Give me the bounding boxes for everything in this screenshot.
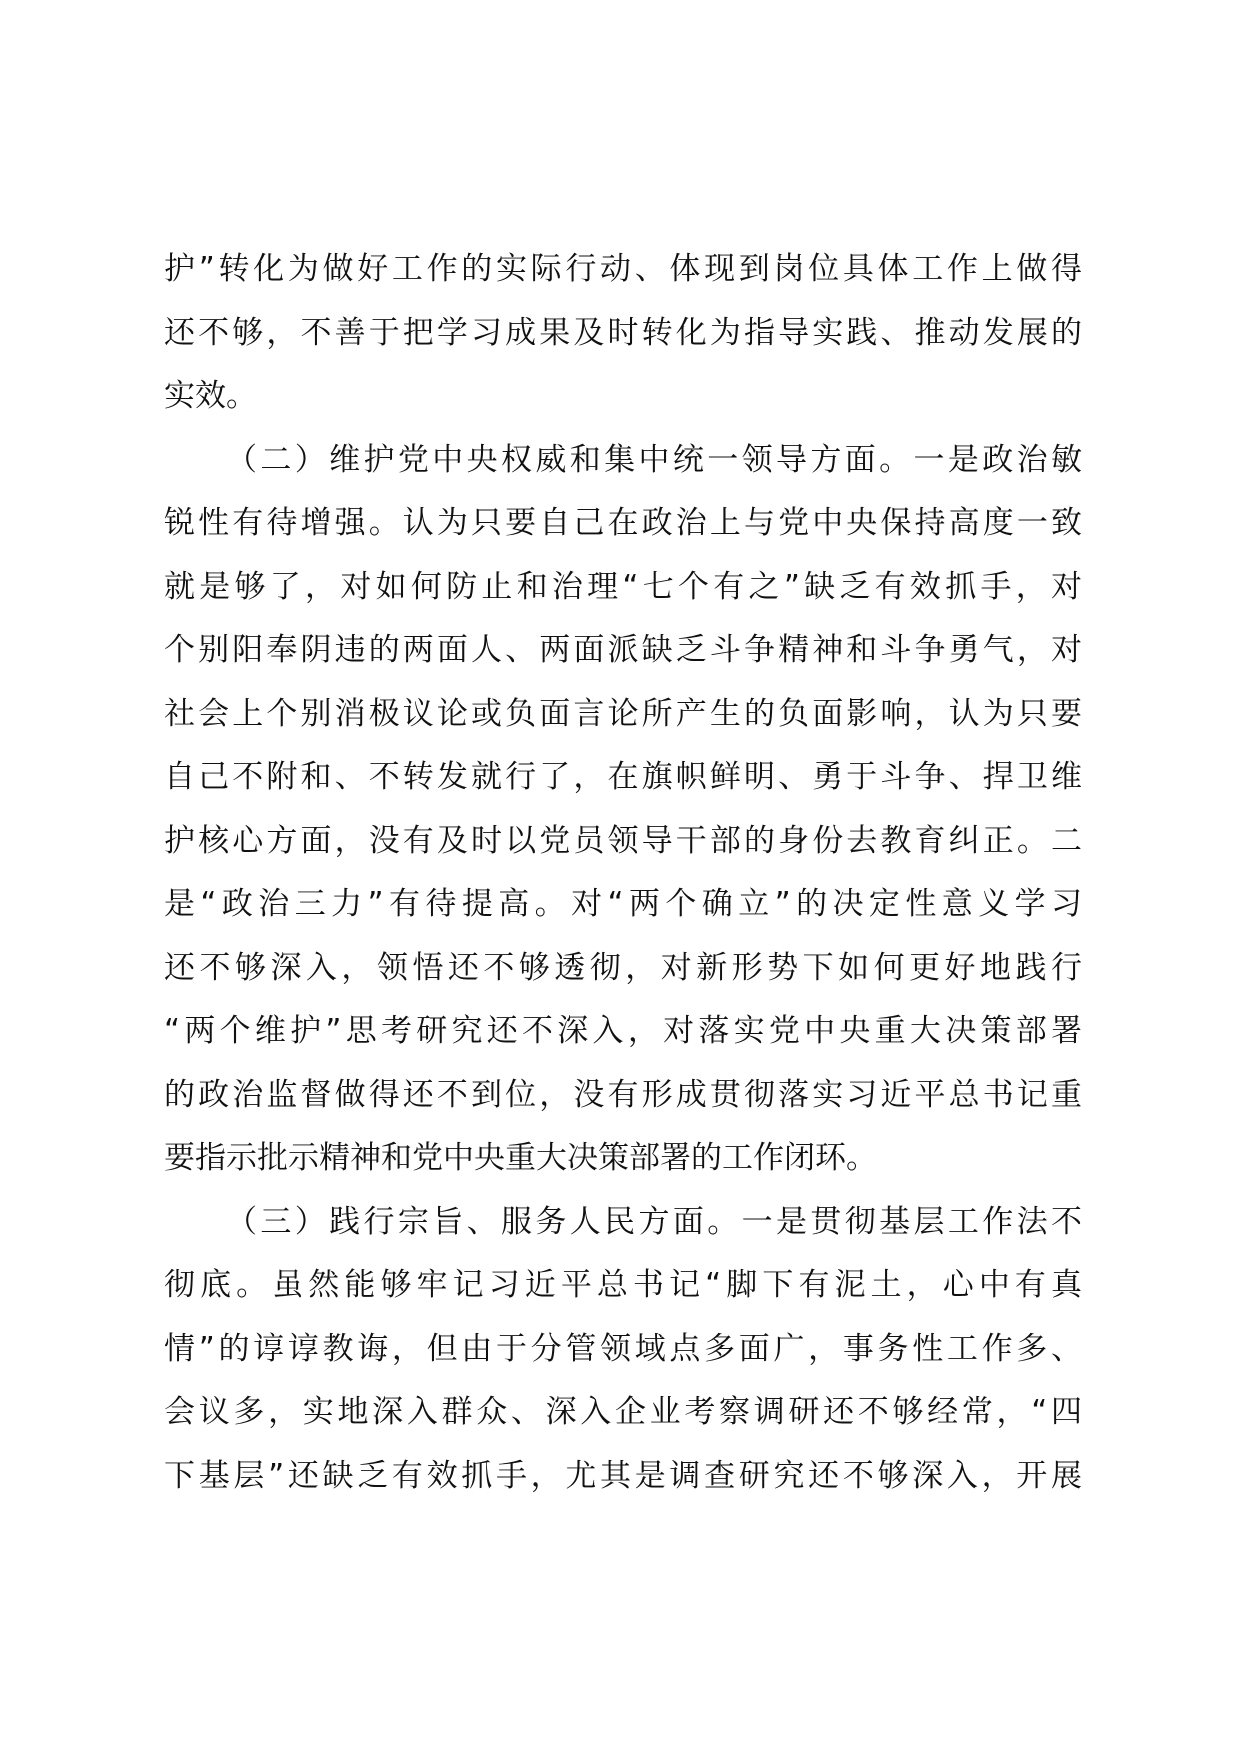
text-line: 还不够，不善于把学习成果及时转化为指导实践、推动发展的 <box>164 314 1082 351</box>
text-line: 护”转化为做好工作的实际行动、体现到岗位具体工作上做得 <box>164 251 1082 287</box>
text-line: 的政治监督做得还不到位，没有形成贯彻落实习近平总书记重 <box>164 1076 1082 1113</box>
text-line: 是“政治三力”有待提高。对“两个确立”的决定性意义学习 <box>164 886 1082 922</box>
text-line: 会议多，实地深入群众、深入企业考察调研还不够经常，“四 <box>164 1394 1082 1430</box>
section-heading-line: （二）维护党中央权威和集中统一领导方面。一是政治敏 <box>226 441 1082 478</box>
text-line: 下基层”还缺乏有效抓手，尤其是调查研究还不够深入，开展 <box>164 1457 1082 1494</box>
text-line: 护核心方面，没有及时以党员领导干部的身份去教育纠正。二 <box>164 822 1082 859</box>
text-line: 要指示批示精神和党中央重大决策部署的工作闭环。 <box>164 1140 877 1176</box>
text-line: 锐性有待增强。认为只要自己在政治上与党中央保持高度一致 <box>164 505 1082 541</box>
text-line: 还不够深入，领悟还不够透彻，对新形势下如何更好地践行 <box>164 949 1082 986</box>
text-line: 就是够了，对如何防止和治理“七个有之”缺乏有效抓手，对 <box>164 568 1082 605</box>
text-line: 自己不附和、不转发就行了，在旗帜鲜明、勇于斗争、捍卫维 <box>164 759 1082 795</box>
text-line: 实效。 <box>164 378 257 414</box>
text-line: “两个维护”思考研究还不深入，对落实党中央重大决策部署 <box>164 1013 1082 1049</box>
text-line: 彻底。虽然能够牢记习近平总书记“脚下有泥土，心中有真 <box>164 1267 1082 1303</box>
section-heading-line: （三）践行宗旨、服务人民方面。一是贯彻基层工作法不 <box>226 1203 1082 1240</box>
text-line: 个别阳奉阴违的两面人、两面派缺乏斗争精神和斗争勇气，对 <box>164 632 1082 668</box>
text-line: 情”的谆谆教诲，但由于分管领域点多面广，事务性工作多、 <box>164 1330 1082 1367</box>
text-line: 社会上个别消极议论或负面言论所产生的负面影响，认为只要 <box>164 695 1082 732</box>
body-text <box>164 238 1082 1508</box>
